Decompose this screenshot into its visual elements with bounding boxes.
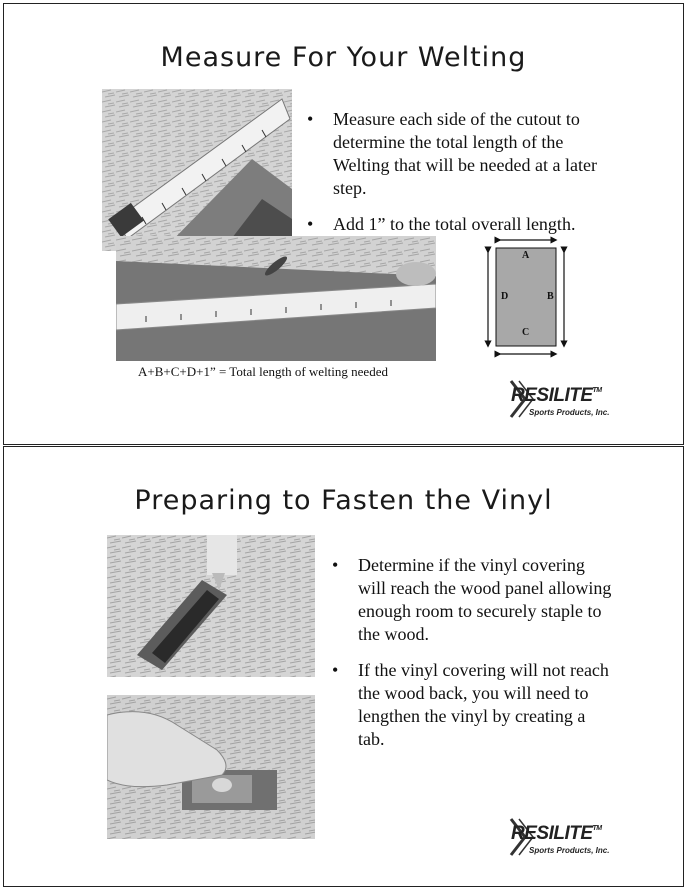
- bullet-glyph: •: [332, 660, 339, 680]
- logo-subtitle: Sports Products, Inc.: [529, 408, 610, 417]
- tape-measure-edge-photo: [116, 236, 436, 361]
- diagram-label-b: B: [547, 291, 554, 302]
- diagram-label-c: C: [522, 327, 530, 338]
- logo-brand: RESILITE™: [511, 823, 602, 844]
- bullet-text: Add 1” to the total overall length.: [333, 214, 576, 234]
- bullet-text: Measure each side of the cutout to determine the total length of the Welting that will be needed at a later step.: [333, 109, 597, 198]
- diagram-label-d: D: [501, 291, 509, 302]
- bullet-item: [332, 659, 614, 751]
- hand-on-cutout-photo: [107, 695, 315, 839]
- slide-title: Preparing to Fasten the Vinyl: [134, 485, 553, 516]
- bullet-list: [307, 108, 597, 249]
- bullet-glyph: •: [307, 109, 314, 129]
- slide-fasten-vinyl: [3, 446, 684, 887]
- measurement-diagram: [484, 236, 574, 361]
- vinyl-cutout-photo: [107, 535, 315, 677]
- bullet-glyph: •: [307, 214, 314, 234]
- logo-brand: RESILITE™: [511, 385, 602, 406]
- bullet-text: Determine if the vinyl covering will reach the wood panel allowing enough room to securely staple to the wood.: [358, 555, 612, 644]
- bullet-glyph: •: [332, 555, 339, 575]
- resilite-logo: [507, 817, 610, 861]
- bullet-text: If the vinyl covering will not reach the wood back, you will need to lengthen the vinyl by creating a tab.: [358, 660, 609, 749]
- formula-caption: A+B+C+D+1” = Total length of welting needed: [138, 364, 388, 379]
- bullet-list: [332, 554, 614, 764]
- resilite-logo: [507, 379, 610, 423]
- bullet-item: [307, 108, 597, 200]
- logo-subtitle: Sports Products, Inc.: [529, 846, 610, 855]
- tape-measure-corner-photo: [102, 89, 292, 251]
- bullet-item: [332, 554, 614, 646]
- bullet-item: [307, 213, 597, 236]
- slide-title: Measure For Your Welting: [160, 42, 527, 73]
- diagram-label-a: A: [522, 250, 530, 261]
- slide-measure-welting: [3, 3, 684, 445]
